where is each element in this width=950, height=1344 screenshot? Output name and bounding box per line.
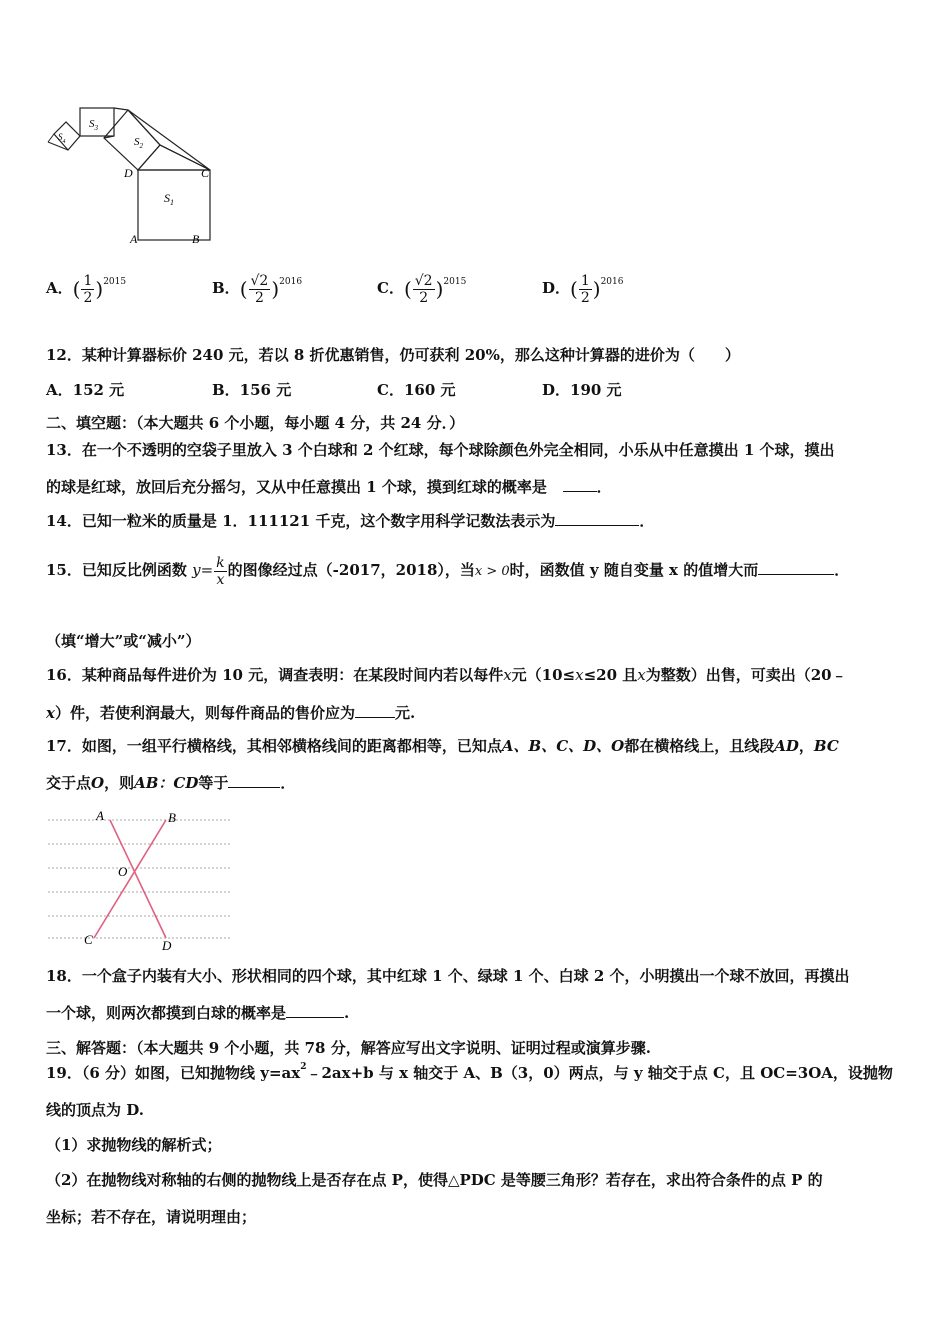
label-a: A bbox=[96, 808, 104, 823]
q12-stem: 12．某种计算器标价 240 元，若以 8 折优惠销售，仍可获利 20%，那么这种计算器的进价为（ ） bbox=[46, 346, 740, 364]
figure-parallel-lines bbox=[44, 808, 234, 954]
label-o: O bbox=[118, 864, 128, 879]
q13-line2: 的球是红球，放回后充分摇匀，又从中任意摸出 1 个球，摸到红球的概率是 ． bbox=[46, 478, 612, 496]
q11-option-a: A．( $\frac{1}{2}$ )$^{2015}$ bbox=[46, 272, 127, 306]
label-b: B bbox=[168, 810, 176, 825]
segment-ad bbox=[110, 820, 166, 938]
q19-part2-line1: （2）在抛物线对称轴的右侧的抛物线上是否存在点 P，使得△PDC 是等腰三角形？若存在，求出符合条件的点 P 的 bbox=[46, 1171, 823, 1189]
label-b: B bbox=[192, 232, 200, 246]
q17-line2: 交于点O，则AB：CD等于 ． bbox=[46, 774, 296, 792]
q19-line1: 19．（6 分）如图，已知抛物线 $y=ax^2﹣2ax+b$ 与 x 轴交于 A、B（3，0）两点，与 y 轴交于点 C，且 OC=3OA，设抛物 bbox=[46, 1062, 893, 1082]
q19-part2-line2: 坐标；若不存在，请说明理由； bbox=[46, 1208, 257, 1226]
q19-line2: 线的顶点为 D. bbox=[46, 1101, 144, 1119]
label-s2: $S_2$ bbox=[134, 136, 143, 150]
q13-line1: 13．在一个不透明的空袋子里放入 3 个白球和 2 个红球，每个球除颜色外完全相同，小乐从中任意摸出 1 个球，摸出 bbox=[46, 441, 835, 459]
q17-answer-blank[interactable] bbox=[228, 773, 280, 788]
q11-option-c: C．( $\frac{√2}{2}$ )$^{2015}$ bbox=[377, 272, 467, 306]
section-2-heading: 二、填空题：（本大题共 6 个小题，每小题 4 分，共 24 分．） bbox=[46, 414, 465, 432]
q18-line2: 一个球，则两次都摸到白球的概率是 . bbox=[46, 1004, 350, 1022]
q18-answer-blank[interactable] bbox=[286, 1003, 344, 1018]
q12-option-a: A．152 元 bbox=[46, 381, 125, 399]
q19-part1: （1）求抛物线的解析式； bbox=[46, 1136, 222, 1154]
label-c: C bbox=[84, 932, 93, 947]
q16-answer-blank[interactable] bbox=[355, 703, 395, 718]
q12-option-b: B．156 元 bbox=[212, 381, 292, 399]
section-3-heading: 三、解答题：（本大题共 9 个小题，共 78 分，解答应写出文字说明、证明过程或演算步骤. bbox=[46, 1039, 651, 1057]
segment-bc bbox=[94, 820, 166, 938]
q15-answer-blank[interactable] bbox=[758, 560, 834, 575]
q14-answer-blank[interactable] bbox=[555, 511, 639, 526]
label-a: A bbox=[130, 232, 138, 246]
figure-squares bbox=[44, 100, 219, 248]
label-s4: $S_4$ bbox=[58, 132, 66, 145]
label-c: C bbox=[201, 166, 210, 180]
q13-answer-blank[interactable] bbox=[563, 477, 597, 492]
q18-line1: 18．一个盒子内装有大小、形状相同的四个球，其中红球 1 个、绿球 1 个、白球 2 个，小明摸出一个球不放回，再摸出 bbox=[46, 967, 850, 985]
q15-line1: 15．已知反比例函数 y= $\frac{k}{x}$ 的图像经过点（-2017，2018），当x > 0时，函数值 y 随自变量 x 的值增大而 ． bbox=[46, 554, 850, 588]
q12-option-c: C．160 元 bbox=[377, 381, 456, 399]
label-d: D bbox=[124, 166, 133, 180]
q15-line2: （填“增大”或“减小”） bbox=[46, 632, 201, 650]
label-d: D bbox=[162, 938, 172, 953]
q17-line1: 17．如图，一组平行横格线，其相邻横格线间的距离都相等，已知点A、B、C、D、O都在横格线上，且线段AD，BC bbox=[46, 737, 839, 755]
q12-option-d: D．190 元 bbox=[542, 381, 622, 399]
q14: 14．已知一粒米的质量是 1．111121 千克，这个数字用科学记数法表示为 ． bbox=[46, 512, 655, 530]
label-s1: $S_1$ bbox=[164, 191, 174, 207]
q16-line2: x）件，若使利润最大，则每件商品的售价应为 元. bbox=[46, 704, 416, 722]
q16-line1: 16．某种商品每件进价为 10 元，调查表明：在某段时间内若以每件x元（10≤x≤20 且x为整数）出售，可卖出（20﹣ bbox=[46, 666, 847, 684]
q11-option-b: B．( $\frac{√2}{2}$ )$^{2016}$ bbox=[212, 272, 303, 306]
label-s3: $S_3$ bbox=[89, 118, 98, 132]
q11-option-d: D．( $\frac{1}{2}$ )$^{2016}$ bbox=[542, 272, 624, 306]
